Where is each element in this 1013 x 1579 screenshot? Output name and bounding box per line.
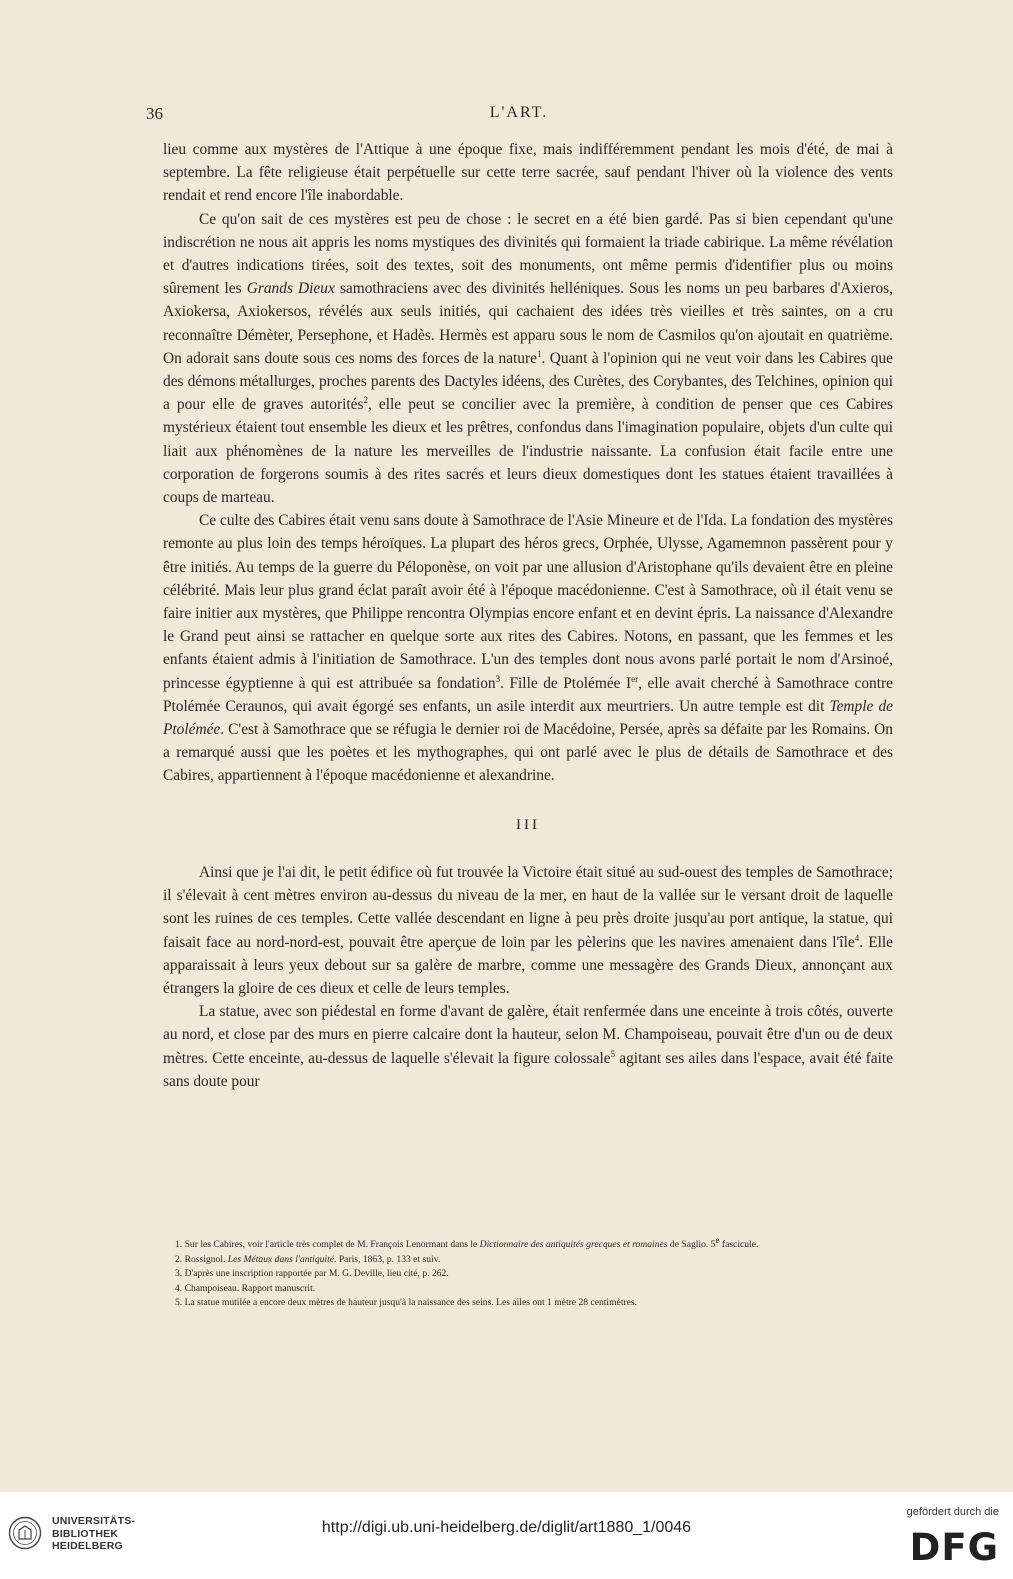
institution-name: UNIVERSITÄTS- BIBLIOTHEK HEIDELBERG bbox=[52, 1515, 136, 1552]
footnote-ref: 3 bbox=[495, 673, 501, 684]
paragraph: lieu comme aux mystères de l'Attique à une époque fixe, mais indifféremment pendant les mois d'été, de mai à septembre. La fête religieuse était perpétuelle sur cette terre sacrée, sauf pendant l'hiver où la violence des vents rendait et rend encore l'île inabordable. bbox=[163, 141, 893, 205]
footnote: 3. D'après une inscription rapportée par M. G. Deville, lieu cité, p. 262. bbox=[175, 1268, 449, 1280]
footnote: 4. Champoiseau. Rapport manuscrit. bbox=[175, 1282, 316, 1294]
footnotes bbox=[175, 1234, 895, 1311]
paragraph: Ainsi que je l'ai dit, le petit édifice où fut trouvée la Victoire était situé au sud-ouest des temples de Samothrace; il s'élevait à cent mètres environ au-dessus du niveau de la mer, en haut de la vallée sur le versant droit de laquelle sont les ruines de ces temples. Cette vallée descendant en ligne à peu près droite jusqu'au port antique, la statue, qui faisait face au nord-nord-est, pouvait être aperçue de loin par les pèlerins que les navires amenaient dans l'île$^4$. Elle apparaissait à leurs yeux debout sur sa galère de marbre, comme une messagère des Grands Dieux, annonçant aux étrangers la gloire de ces dieux et celle de leurs temples. bbox=[163, 863, 893, 997]
dfg-logo: DFG bbox=[909, 1526, 999, 1569]
footnote: 2. Rossignol. Les Métaux dans l'antiquité. Paris, 1863, p. 133 et suiv. bbox=[175, 1253, 441, 1265]
footnote-ref: 1 bbox=[536, 348, 542, 359]
italic-phrase: Grands Dieux bbox=[246, 280, 335, 298]
footnote-ref: 5 bbox=[610, 1048, 616, 1059]
page-header bbox=[146, 104, 892, 128]
footnote: 1. Sur les Cabires, voir l'article très complet de M. François Lenormant dans le Dictionnaire des antiquités grecques et romaines de Saglio. 5e fascicule. bbox=[175, 1234, 759, 1250]
running-title: L'ART. bbox=[489, 104, 549, 121]
italic-phrase: Temple de Ptolémée bbox=[163, 697, 893, 739]
permalink-url[interactable]: http://digi.ub.uni-heidelberg.de/diglit/art1880_1/0046 bbox=[321, 1519, 692, 1536]
superscript: er bbox=[631, 673, 639, 684]
paragraph: Ce culte des Cabires était venu sans doute à Samothrace de l'Asie Mineure et de l'Ida. La fondation des mystères remonte au plus loin des temps héroïques. La plupart des héros grecs, Orphée, Ulysse, Agamemnon passèrent pour y être initiés. Au temps de la guerre du Péloponèse, on voit par une allusion d'Aristophane qu'ils devaient être en pleine célébrité. Mais leur plus grand éclat paraît avoir été à l'époque macédonienne. C'est à Samothrace, où il était venu se faire initier aux mystères, que Philippe rencontra Olympias encore enfant et en devint épris. La naissance d'Alexandre le Grand peut ainsi se rattacher en quelque sorte aux rites des Cabires. Notons, en passant, que les femmes et les enfants étaient admis à l'initiation de Samothrace. L'un des temples dont nous avons parlé portait le nom d'Arsinoé, princesse égyptienne à qui est attribuée sa fondation$^3$. Fille de Ptolémée Ier, elle avait cherché à Samothrace contre Ptolémée Ceraunos, qui avait égorgé ses enfants, un asile interdit aux meurtriers. Un autre temple est dit Temple de Ptolémée. C'est à Samothrace que se réfugia le dernier roi de Macédoine, Persée, après sa défaite par les Romains. On a remarqué aussi que les poètes et les mythographes, qui ont parlé avec le plus de détails de Samothrace et des Cabires, appartiennent à l'époque macédonienne et alexandrine. bbox=[163, 512, 893, 785]
paragraph: Ce qu'on sait de ces mystères est peu de chose : le secret en a été bien gardé. Pas si bien cependant qu'une indiscrétion ne nous ait appris les noms mystiques des divinités qui formaient la triade cabirique. La même révélation et d'autres indications tirées, soit des textes, soit des monuments, ont même permis d'identifier plus ou moins sûrement les Grands Dieux samothraciens avec des divinités helléniques. Sous les noms un peu barbares d'Axieros, Axiokersa, Axiokersos, révélés aux seuls initiés, qui cachaient des idées très vieilles et très saintes, on a cru reconnaître Démèter, Persephone, et Hadès. Hermès est apparu sous le nom de Casmilos qu'on ajoutait en quatrième. On adorait sans doute sous ces noms des forces de la nature$^1$. Quant à l'opinion qui ne veut voir dans les Cabires que des démons métallurges, proches parents des Dactyles idéens, des Curètes, des Corybantes, des Telchines, opinion qui a pour elle de graves autorités$^2$, elle peut se concilier avec la première, à condition de penser que ces Cabires mystérieux étaient tout ensemble les dieux et les prêtres, confondus dans l'imagination populaire, objets d'un culte qui liait aux phénomènes de la nature les merveilles de l'industrie naissante. La confusion était facile entre une corporation de forgerons soumis à des rites sacrés et leurs dieux domestiques dont les statues étaient travaillées à coups de marteau. bbox=[163, 210, 894, 507]
footnote: 5. La statue mutilée a encore deux mètres de hauteur jusqu'à la naissance des seins. Les ailes ont 1 mètre 28 centimètres. bbox=[175, 1297, 638, 1309]
paragraph: La statue, avec son piédestal en forme d'avant de galère, était renfermée dans une enceinte à trois côtés, ouverte au nord, et close par des murs en pierre calcaire dont la hauteur, selon M. Champoiseau, pouvait être d'un ou de deux mètres. Cette enceinte, au-dessus de laquelle s'élevait la figure colossale$^5$ agitant ses ailes dans l'espace, avait été faite sans doute pour bbox=[163, 1003, 893, 1090]
viewer-footer bbox=[0, 1492, 1013, 1579]
body-text bbox=[163, 138, 893, 1093]
footnote-ref: 4 bbox=[854, 932, 860, 943]
footnote-ref: 2 bbox=[363, 395, 368, 406]
page-number: 36 bbox=[146, 104, 163, 123]
section-number: III bbox=[516, 816, 540, 833]
funding-credit: gefördert durch die bbox=[906, 1506, 999, 1518]
